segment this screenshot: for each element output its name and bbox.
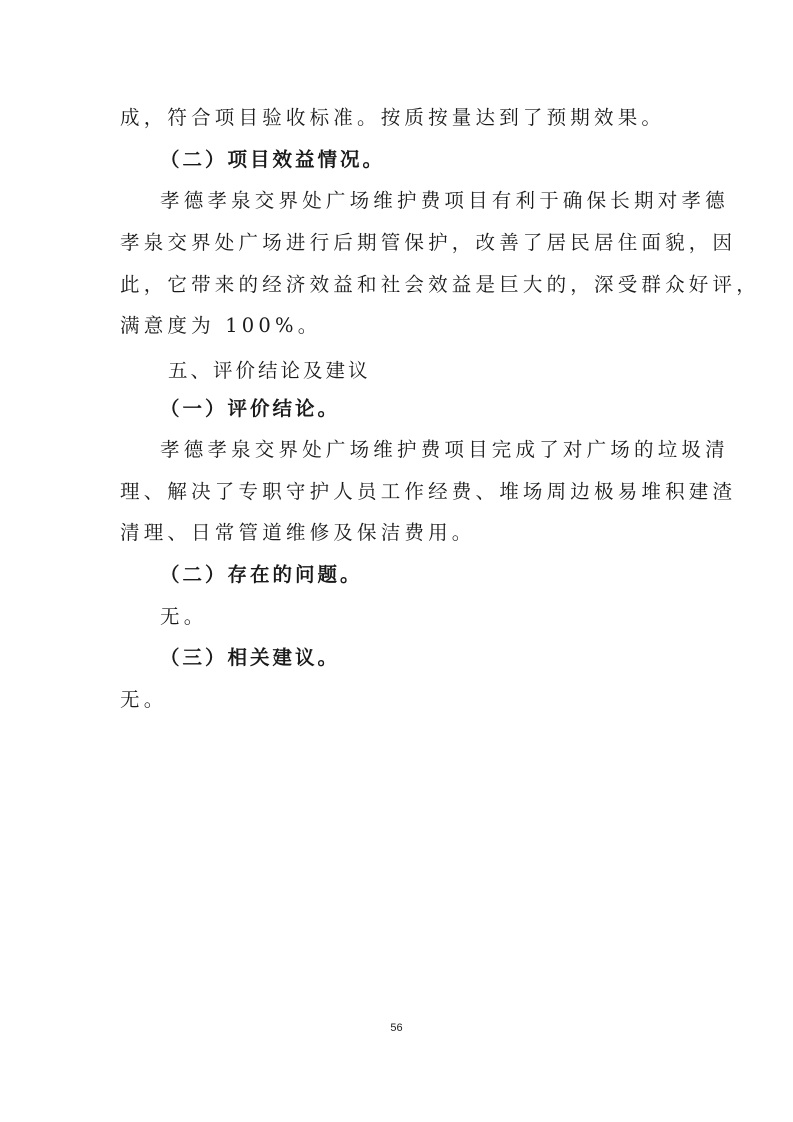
page-number: 56: [390, 1022, 403, 1034]
paragraph-line: 清理、日常管道维修及保洁费用。: [120, 521, 476, 544]
section-heading: （三）相关建议。: [160, 646, 341, 669]
paragraph-line: 成，符合项目验收标准。按质按量达到了预期效果。: [120, 106, 666, 129]
paragraph-line: 此，它带来的经济效益和社会效益是巨大的，深受群众好评，: [120, 273, 760, 296]
section-heading: （二）项目效益情况。: [160, 148, 386, 171]
paragraph-line: 理、解决了专职守护人员工作经费、堆场周边极易堆积建渣: [120, 480, 737, 503]
paragraph-line: 孝德孝泉交界处广场维护费项目完成了对广场的垃圾清: [160, 438, 729, 461]
paragraph-line: 孝泉交界处广场进行后期管保护，改善了居民居住面貌，因: [120, 231, 737, 254]
section-heading: （一）评价结论。: [160, 397, 341, 420]
section-heading: （二）存在的问题。: [160, 563, 363, 586]
paragraph-line: 孝德孝泉交界处广场维护费项目有利于确保长期对孝德: [160, 189, 729, 212]
chapter-heading: 五、评价结论及建议: [168, 359, 371, 382]
paragraph-line: 无。: [120, 688, 168, 711]
paragraph-line: 满意度为 100%。: [120, 314, 322, 337]
paragraph-line: 无。: [160, 605, 208, 628]
